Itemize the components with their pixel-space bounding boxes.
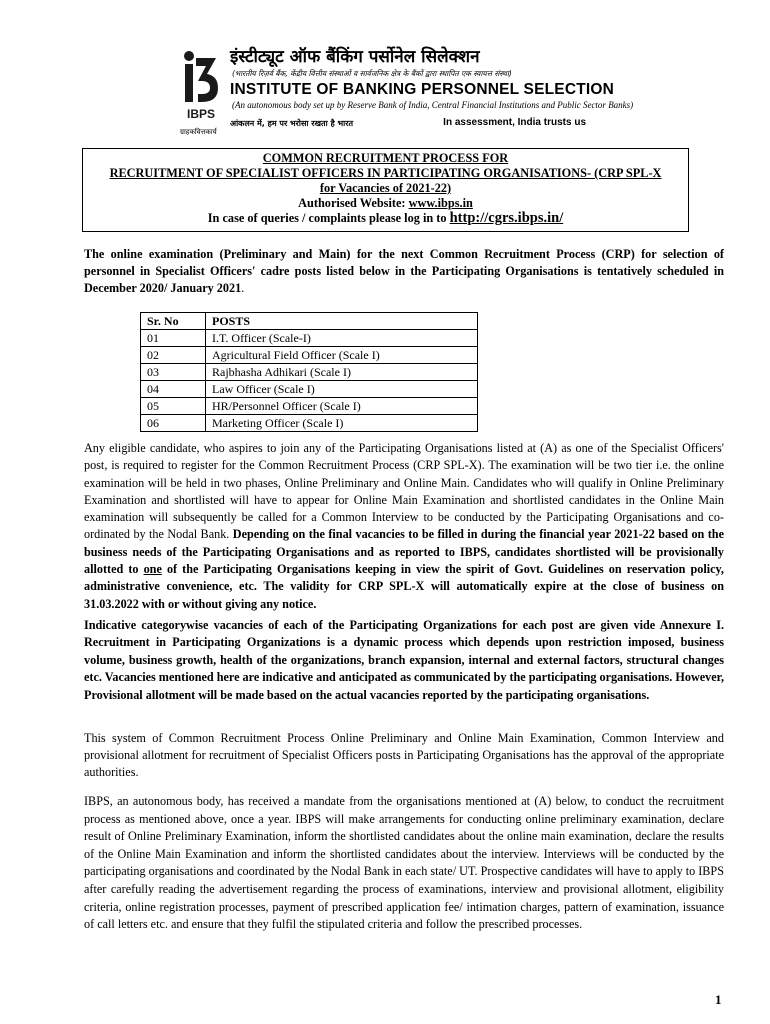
website-line xyxy=(83,196,688,211)
ibps-header xyxy=(180,44,634,136)
table-cell-post: Marketing Officer (Scale I) xyxy=(206,415,478,432)
title-line-2: RECRUITMENT OF SPECIALIST OFFICERS IN PARTICIPATING ORGANISATIONS- (CRP SPL-X xyxy=(109,166,662,180)
table-header-row xyxy=(141,313,478,330)
table-cell-post: HR/Personnel Officer (Scale I) xyxy=(206,398,478,415)
table-cell-post: Rajbhasha Adhikari (Scale I) xyxy=(206,364,478,381)
tagline-hindi: आंकलन में, हम पर भरोसा रखता है भारत xyxy=(230,119,354,128)
eligibility-paragraph xyxy=(84,440,724,613)
eligibility-bold-a: Depending on the final vacancies to be filled in during the financial year 2021-22 based on the business needs of the Participating Organisations and as reported to IBPS, candidates shortlisted will be provisionally allotted to xyxy=(84,527,724,577)
table-cell-sr: 01 xyxy=(141,330,206,347)
title-box xyxy=(82,148,689,232)
table-cell-sr: 05 xyxy=(141,398,206,415)
queries-link[interactable]: http://cgrs.ibps.in/ xyxy=(449,210,564,226)
table-cell-sr: 04 xyxy=(141,381,206,398)
website-link[interactable]: www.ibps.in xyxy=(408,196,473,210)
table-cell-sr: 06 xyxy=(141,415,206,432)
eligibility-bold-b: of the Participating Organisations keeping in view the spirit of Govt. Guidelines on reservation policy, administrative convenience, etc. The validity for CRP SPL-X will automatically expire at the close of business on 31.03.2022 with or without giving any notice. xyxy=(84,562,724,611)
table-row xyxy=(141,330,478,347)
header-sr-no: Sr. No xyxy=(141,313,206,330)
tagline-english: In assessment, India trusts us xyxy=(443,117,586,128)
page-number: 1 xyxy=(715,992,722,1007)
table-row xyxy=(141,381,478,398)
logo-subtext: ग्राहकवित्तकार्य xyxy=(180,128,217,136)
system-paragraph: This system of Common Recruitment Process Online Preliminary and Online Main Examination, Common Interview and provisional allotment for recruitment of Specialist Officers posts in Participating Organisations has the approval of the appropriate authorities. xyxy=(84,731,724,780)
table-cell-post: I.T. Officer (Scale-I) xyxy=(206,330,478,347)
intro-paragraph xyxy=(84,246,724,297)
eligibility-bold-underline: one xyxy=(143,562,162,577)
queries-line xyxy=(83,211,688,226)
website-label: Authorised Website: xyxy=(298,196,409,210)
table-row xyxy=(141,415,478,432)
title-line-3: for Vacancies of 2021-22) xyxy=(319,181,452,195)
intro-end: . xyxy=(241,281,245,296)
intro-text: The online examination (Preliminary and Main) for the next Common Recruitment Process (CRP) for selection of personnel in Specialist Officers' cadre posts listed below in the Participating Organisations is tentatively scheduled in December 2020/ January 2021 xyxy=(84,247,724,296)
english-title: INSTITUTE OF BANKING PERSONNEL SELECTION xyxy=(230,81,615,98)
queries-label: In case of queries / complaints please log in to xyxy=(207,211,450,225)
title-line-1: COMMON RECRUITMENT PROCESS FOR xyxy=(262,151,509,165)
ibps-logo-text: IBPS xyxy=(186,107,216,121)
posts-table xyxy=(140,312,478,432)
table-cell-sr: 03 xyxy=(141,364,206,381)
indicative-paragraph: Indicative categorywise vacancies of each of the Participating Organizations for each post are given vide Annexure I. Recruitment in Participating Organizations is a dynamic process which depends upon restriction imposed, business volume, business growth, health of the organizations, branch expansion, internal and external factors, structural changes etc. Vacancies mentioned here are indicative and anticipated as communicated by the participating organisations. However, Provisional allotment will be made based on the actual vacancies reported by the participating organisations. xyxy=(84,618,724,702)
table-row xyxy=(141,398,478,415)
table-row xyxy=(141,347,478,364)
hindi-title: इंस्टीट्यूट ऑफ बैंकिंग पर्सोनेल सिलेक्शन xyxy=(230,47,480,67)
ibps-logo xyxy=(180,48,222,128)
table-cell-post: Law Officer (Scale I) xyxy=(206,381,478,398)
hindi-subtitle: (भारतीय रिज़र्व बैंक, केंद्रीय वित्तीय संस्थाओं व सार्वजनिक क्षेत्र के बैंकों द्वारा स्थापित एक स्वायत्त संस्था) xyxy=(232,69,512,78)
table-cell-post: Agricultural Field Officer (Scale I) xyxy=(206,347,478,364)
english-subtitle: (An autonomous body set up by Reserve Bank of India, Central Financial Institutions and Public Sector Banks) xyxy=(232,100,634,110)
table-row xyxy=(141,364,478,381)
header-posts: POSTS xyxy=(206,313,478,330)
ibps-paragraph: IBPS, an autonomous body, has received a mandate from the organisations mentioned at (A) below, to conduct the recruitment process as mentioned above, once a year. IBPS will make arrangements for conducting online preliminary examination, declare result of Online Preliminary Examination, inform the shortlisted candidates about the online main examination, declare the results of the Online Main Examination and inform the shortlisted candidates about the interview. Interviews will be conducted by the participating organisations and coordinated by the Nodal Bank in each state/ UT. Prospective candidates will have to apply to IBPS after carefully reading the advertisement regarding the process of examinations, interview and provisional allotment, eligibility criteria, online registration processes, payment of prescribed application fee/ intimation charges, pattern of examination, issuance of call letters etc. and ensure that they fulfil the stipulated criteria and follow the prescribed processes. xyxy=(84,794,724,932)
table-cell-sr: 02 xyxy=(141,347,206,364)
eligibility-normal: Any eligible candidate, who aspires to join any of the Participating Organisations listed at (A) as one of the Specialist Officers' post, is required to register for the Common Recruitment Process (CRP SPL-X). The examination will be two tier i.e. the online examination will be held in two phases, Online Preliminary and Online Main. Candidates who will qualify in Online Preliminary Examination and shortlisted will have to appear for Online Main Examination and shortlisted candidates in the Online Main examination will subsequently be called for a Common Interview to be conducted by the Participating Organisations and co-ordinated by the Nodal Bank. xyxy=(84,441,724,542)
